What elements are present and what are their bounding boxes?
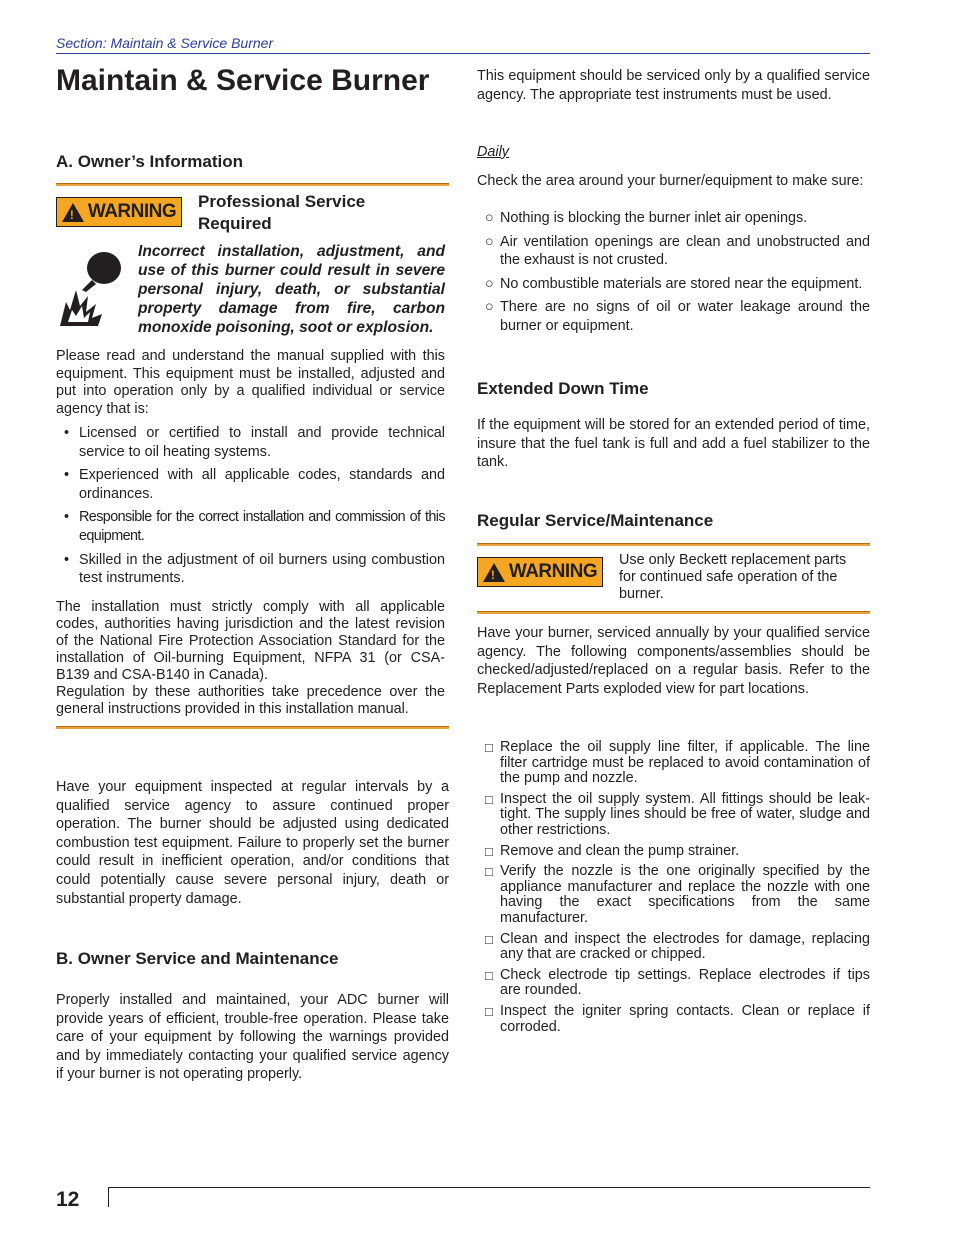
warning-title: Professional Service Required <box>198 192 366 233</box>
service-checklist <box>477 740 870 1040</box>
warning-label: WARNING <box>87 201 177 222</box>
list-item: ○ Nothing is blocking the burner inlet air openings. <box>485 210 808 226</box>
warning-triangle-icon: ! <box>483 563 505 582</box>
list-item: □ Remove and clean the pump strainer. <box>485 842 740 859</box>
list-item: □ Inspect the oil supply system. All fittings should be leak-tight. The supply lines should be free of water, sludge and other restrictions. <box>485 790 870 838</box>
owners-info-heading: A. Owner’s Information <box>56 152 244 171</box>
list-item: • Responsible for the correct installation and commission of this equipment. <box>64 509 445 544</box>
owner-service-text: Properly installed and maintained, your ADC burner will provide years of efficient, trouble-free operation. Please take care of your equipment by following the warnings provided and by immediately contacting your qualified service agency if your burner is not operating properly. <box>56 992 449 1083</box>
list-item: □ Check electrode tip settings. Replace electrodes if tips are rounded. <box>485 966 870 999</box>
header-rule <box>56 53 870 54</box>
owner-service-heading: B. Owner Service and Maintenance <box>56 949 339 968</box>
daily-intro: Check the area around your burner/equipment to make sure: <box>477 173 864 189</box>
annual-text: Have your burner, serviced annually by your qualified service agency. The following components/assemblies should be checked/adjusted/replaced on a regular basis. Refer to the Replacement Parts exploded view for part locations. <box>477 625 870 697</box>
warning-badge <box>56 197 182 227</box>
list-item: • Skilled in the adjustment of oil burners using combustion test instruments. <box>64 551 445 587</box>
list-item: ○ There are no signs of oil or water leakage around the burner or equipment. <box>485 299 870 334</box>
regulation-text: Regulation by these authorities take precedence over the general instructions provided in this installation manual. <box>56 684 445 717</box>
list-item: • Experienced with all applicable codes, standards and ordinances. <box>64 467 445 502</box>
owners-intro: Please read and understand the manual supplied with this equipment. This equipment must be installed, adjusted and put into operation only by a qualified individual or service agency that is: <box>56 348 445 417</box>
list-item: □ Verify the nozzle is the one originally specified by the appliance manufacturer and replace the nozzle with one having the exact specifications from the same manufacturer. <box>485 863 870 926</box>
explosion-icon <box>56 246 132 328</box>
extended-heading: Extended Down Time <box>477 379 649 398</box>
extended-text: If the equipment will be stored for an extended period of time, insure that the fuel tank is full and add a fuel stabilizer to the tank. <box>477 417 870 471</box>
list-item: □ Clean and inspect the electrodes for damage, replacing any that are cracked or chipped. <box>485 930 870 963</box>
list-item: ○ Air ventilation openings are clean and unobstructed and the exhaust is not crusted. <box>485 233 870 269</box>
list-item: □ Inspect the igniter spring contacts. Clean or replace if corroded. <box>485 1002 870 1035</box>
daily-checklist <box>477 209 870 341</box>
warning-triangle-icon: ! <box>62 203 84 222</box>
warning-parts-text: Use only Beckett replacement parts for continued safe operation of the burner. <box>619 552 847 602</box>
regular-heading: Regular Service/Maintenance <box>477 511 714 530</box>
list-item: □ Replace the oil supply line filter, if applicable. The line filter cartridge must be replaced to avoid contamination of the pump and nozzle. <box>485 739 870 787</box>
compliance-text: The installation must strictly comply with all applicable codes, authorities having jurisdiction and the latest revision of the National Fire Protection Association Standard for the installation of Oil-burning Equipment, NFPA 31 (or CSA-B139 and CSA-B140 in Canada). <box>56 599 445 683</box>
warning2-top-rule <box>477 543 870 546</box>
list-item: • Licensed or certified to install and provide technical service to oil heating systems. <box>64 425 445 460</box>
daily-label: Daily <box>477 144 509 160</box>
warning-label-2: WARNING <box>508 561 598 582</box>
page-title: Maintain & Service Burner <box>56 64 430 97</box>
warning-badge-2 <box>477 557 603 587</box>
qualification-list <box>56 424 445 593</box>
inspection-text: Have your equipment inspected at regular intervals by a qualified service agency to assure continued proper operation. The burner should be adjusted using dedicated combustion test equipment. Failure to properly set the burner could result in inefficient operation, and/or conditions that could potentially cause severe personal injury, death or substantial property damage. <box>56 779 449 907</box>
warning-bottom-rule <box>56 726 449 729</box>
section-label: Section: Maintain & Service Burner <box>56 35 274 51</box>
page-number: 12 <box>56 1188 80 1211</box>
footer-divider <box>108 1188 109 1207</box>
warning2-bottom-rule <box>477 611 870 614</box>
warning-top-rule <box>56 183 449 186</box>
list-item: ○ No combustible materials are stored near the equipment. <box>485 275 863 292</box>
warning-text: Incorrect installation, adjustment, and use of this burner could result in severe personal injury, death, or substantial property damage from fire, carbon monoxide poisoning, soot or explosion. <box>138 243 445 336</box>
qualified-text: This equipment should be serviced only by a qualified service agency. The appropriate test instruments must be used. <box>477 68 870 103</box>
footer-rule <box>108 1187 870 1188</box>
